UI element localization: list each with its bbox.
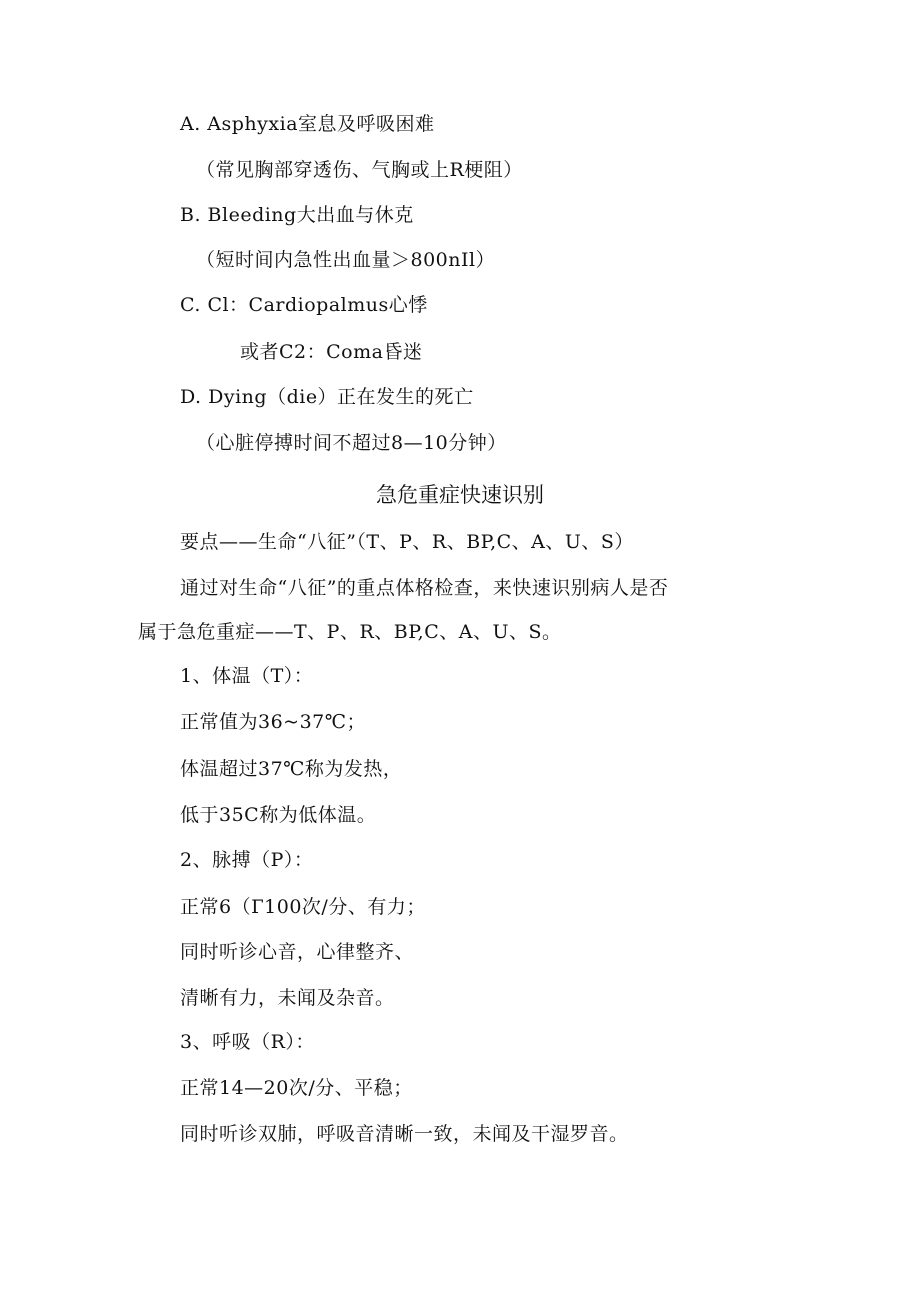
pulse-auscultation: 同时听诊心音，心律整齐、	[180, 941, 415, 963]
respiration-normal: 正常14—20次/分、平稳；	[180, 1077, 413, 1099]
section-title: 急危重症快速识别	[376, 483, 544, 507]
temperature-heading: 1、体温（T）：	[180, 665, 314, 687]
item-c1-cardiopalmus: C. Cl：Cardiopalmus心悸	[180, 294, 428, 316]
pulse-heading: 2、脉搏（P）：	[180, 849, 314, 871]
pulse-clear: 清晰有力，未闻及杂音。	[180, 987, 395, 1009]
item-a-note: （常见胸部穿透伤、气胸或上R梗阻）	[196, 159, 523, 181]
item-a-asphyxia: A. Asphyxia室息及呼吸困难	[180, 113, 435, 135]
intro-line-2: 属于急危重症——T、P、R、BP,C、A、U、S。	[138, 621, 562, 643]
item-c2-coma: 或者C2：Coma昏迷	[240, 341, 423, 363]
item-d-dying: D. Dying（die）正在发生的死亡	[180, 386, 474, 408]
intro-line-1: 通过对生命“八征”的重点体格检查，来快速识别病人是否	[180, 577, 669, 599]
temperature-fever: 体温超过37℃称为发热，	[180, 758, 403, 780]
temperature-normal: 正常值为36~37℃；	[180, 711, 367, 733]
item-b-note: （短时间内急性出血量＞800nIl）	[196, 249, 496, 271]
key-point-line: 要点——生命“八征”（T、P、R、BP,C、A、U、S）	[180, 531, 634, 553]
pulse-normal: 正常6（Г100次/分、有力；	[180, 896, 426, 918]
respiration-heading: 3、呼吸（R）：	[180, 1031, 315, 1053]
respiration-auscultation: 同时听诊双肺，呼吸音清晰一致，未闻及干湿罗音。	[180, 1123, 629, 1145]
item-b-bleeding: B. Bleeding大出血与休克	[180, 204, 414, 226]
temperature-low: 低于35C称为低体温。	[180, 804, 377, 826]
item-d-note: （心脏停搏时间不超过8—10分钟）	[196, 432, 507, 454]
